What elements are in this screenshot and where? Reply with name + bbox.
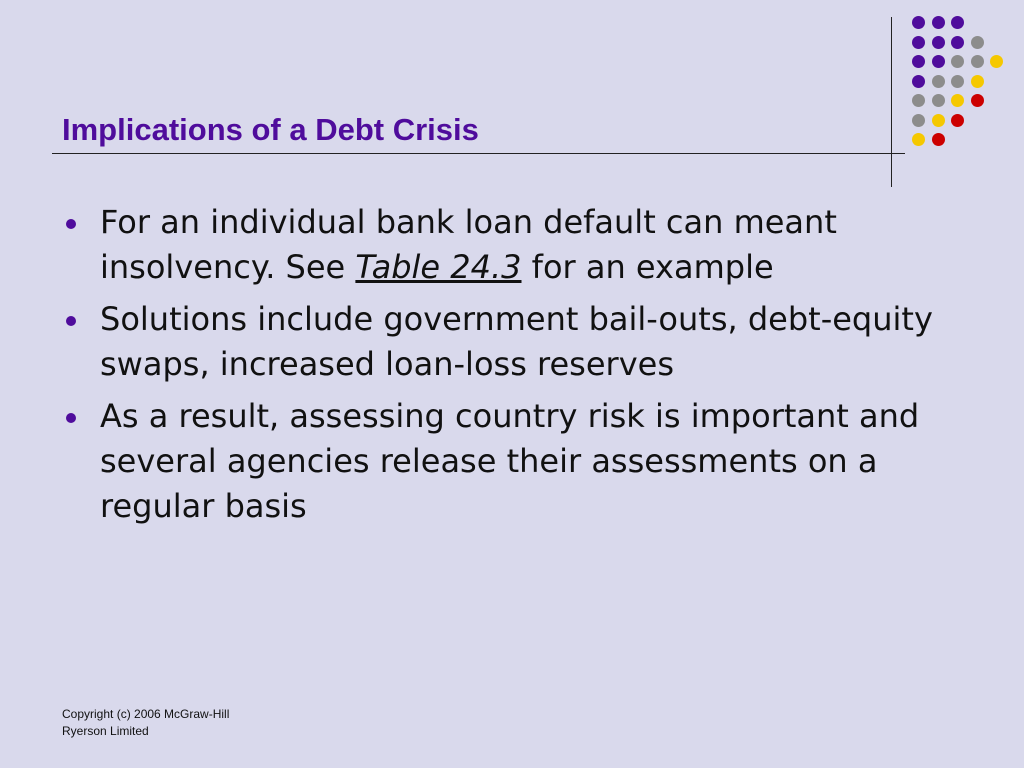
decorative-dot-icon [971, 55, 984, 68]
decorative-dot-icon [912, 133, 925, 146]
decorative-dot-icon [990, 55, 1003, 68]
decorative-dot-icon [971, 36, 984, 49]
bullet-item [62, 297, 982, 387]
bullet-dot-icon [66, 219, 76, 229]
decorative-dot-icon [932, 55, 945, 68]
decorative-dot-icon [932, 16, 945, 29]
decorative-dot-icon [932, 94, 945, 107]
bullet-dot-icon [66, 413, 76, 423]
decorative-dot-icon [951, 114, 964, 127]
decorative-dot-icon [951, 16, 964, 29]
bullet-item [62, 200, 982, 290]
bullet-list [62, 200, 982, 536]
decorative-dot-icon [932, 36, 945, 49]
decorative-dot-icon [912, 114, 925, 127]
title-underline [52, 153, 905, 154]
vertical-divider [891, 17, 892, 187]
decorative-dot-icon [971, 75, 984, 88]
decorative-dot-icon [912, 36, 925, 49]
decorative-dot-icon [951, 94, 964, 107]
decorative-dot-icon [912, 55, 925, 68]
footer-line: Ryerson Limited [62, 724, 149, 738]
decorative-dot-icon [951, 55, 964, 68]
bullet-text: For an individual bank loan default can meant insolvency. See [100, 203, 837, 286]
footer-line: Copyright (c) 2006 McGraw-Hill [62, 707, 230, 721]
copyright-footer [62, 706, 229, 740]
decorative-dot-icon [912, 94, 925, 107]
decorative-dot-icon [971, 94, 984, 107]
bullet-text: for an example [521, 248, 774, 286]
decorative-dot-icon [951, 36, 964, 49]
table-reference-link[interactable]: Table 24.3 [355, 248, 522, 286]
decorative-dot-icon [951, 75, 964, 88]
decorative-dot-icon [912, 75, 925, 88]
decorative-dot-icon [932, 75, 945, 88]
decorative-dot-icon [932, 114, 945, 127]
slide-title: Implications of a Debt Crisis [62, 112, 479, 147]
decorative-dot-icon [912, 16, 925, 29]
bullet-text: As a result, assessing country risk is important and several agencies release their assessments on a regular basis [100, 397, 920, 525]
decorative-dot-icon [932, 133, 945, 146]
bullet-text: Solutions include government bail-outs, debt-equity swaps, increased loan-loss reserves [100, 300, 933, 383]
bullet-dot-icon [66, 316, 76, 326]
bullet-item [62, 394, 982, 529]
